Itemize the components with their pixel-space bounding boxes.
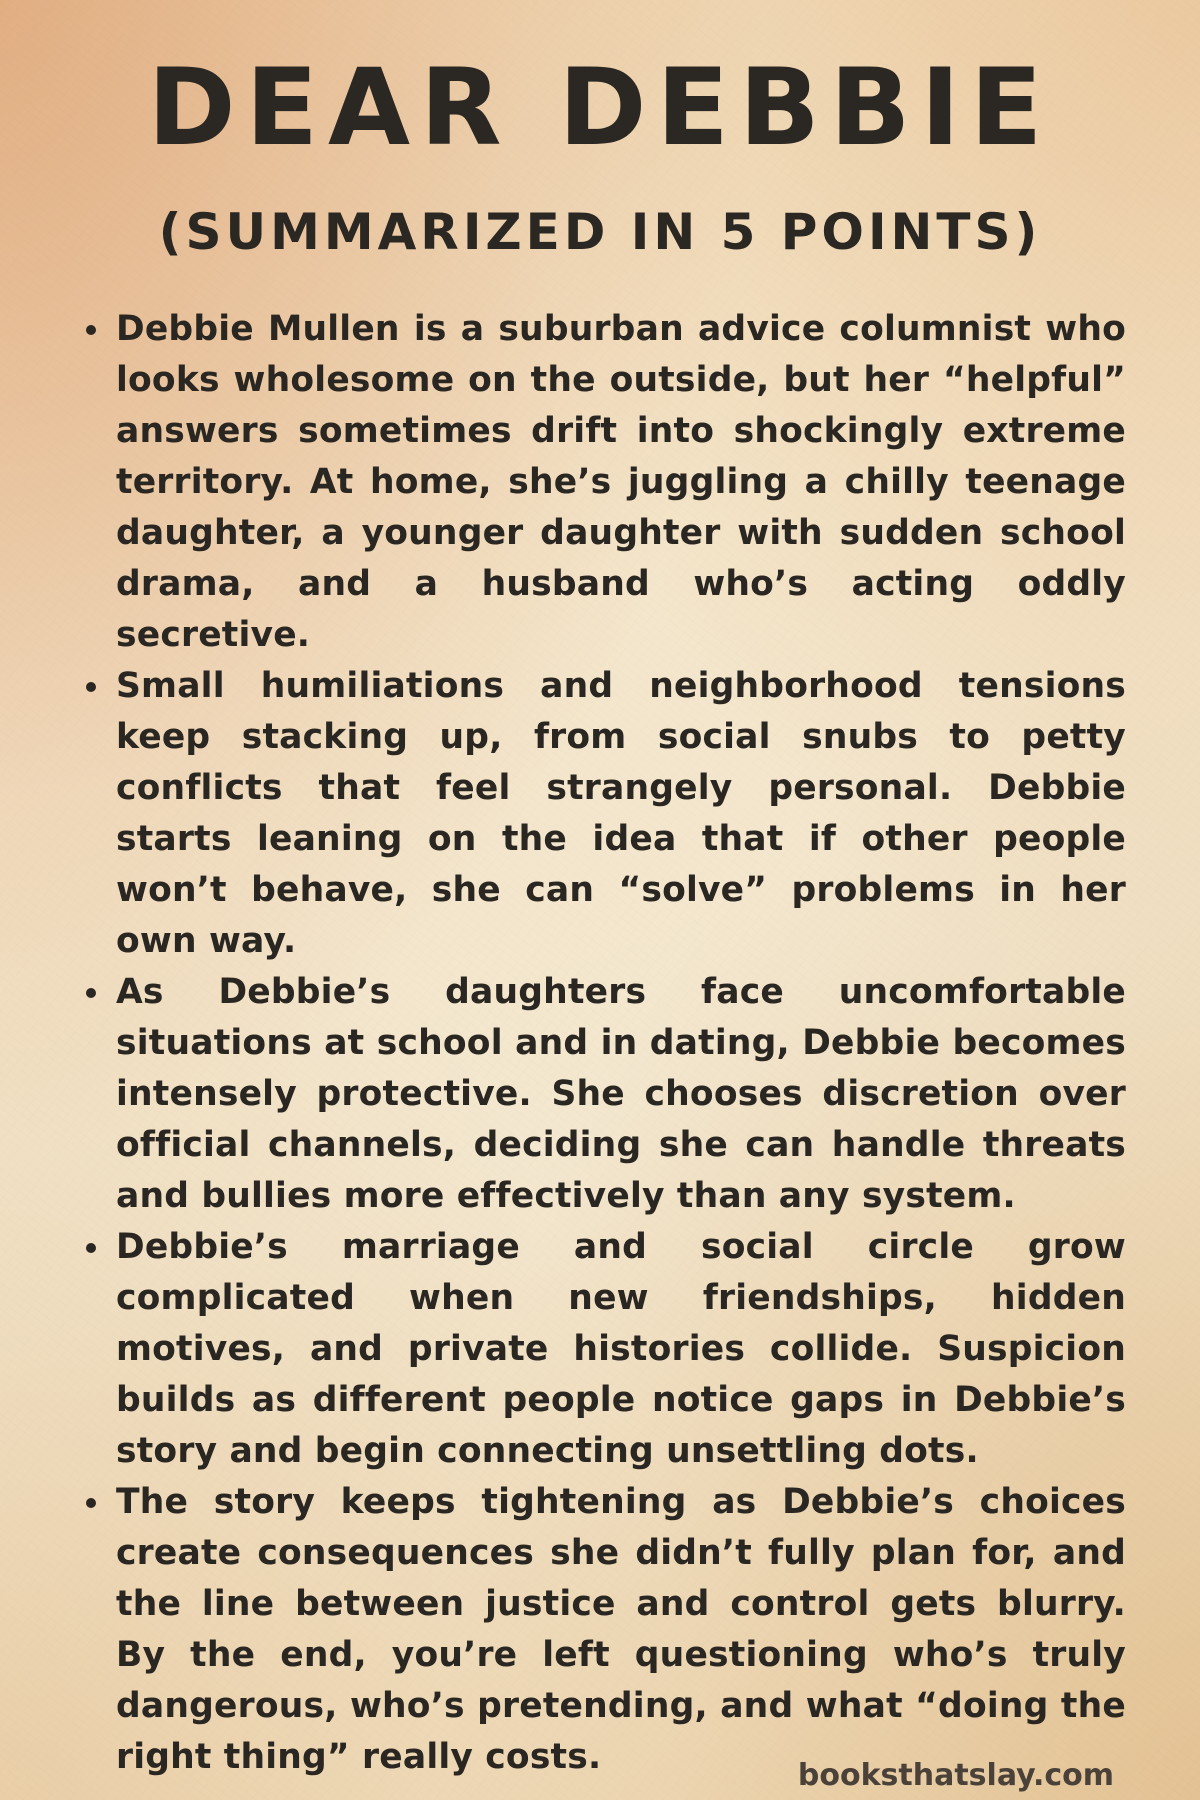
- website-credit: booksthatslay.com: [797, 1758, 1114, 1793]
- page-title: DEAR DEBBIE: [147, 46, 1053, 169]
- bullet-icon: [86, 988, 96, 998]
- summary-point-text: Debbie Mullen is a suburban advice columnist who looks wholesome on the outside, but her “helpful” answers sometimes drift into shockingly extreme territory. At home, she’s juggling a chilly teenage daughter, a younger daughter with sudden school drama, and a husband who’s acting oddly secretive.: [116, 309, 1126, 655]
- summary-point-5: [82, 1477, 1126, 1783]
- summary-point-text: The story keeps tightening as Debbie’s choices create consequences she didn’t fully plan for, and the line between justice and control gets blurry. By the end, you’re left questioning who’s truly dangerous, who’s pretending, and what “doing the right thing” really costs.: [116, 1482, 1126, 1777]
- summary-point-4: [82, 1222, 1126, 1477]
- bullet-icon: [86, 325, 96, 335]
- page-subtitle: (SUMMARIZED IN 5 POINTS): [158, 203, 1042, 261]
- bullet-icon: [86, 1243, 96, 1253]
- bullet-icon: [86, 1498, 96, 1508]
- summary-point-text: As Debbie’s daughters face uncomfortable situations at school and in dating, Debbie becomes intensely protective. She chooses discretion over official channels, deciding she can handle threats and bullies more effectively than any system.: [116, 972, 1126, 1216]
- summary-point-text: Small humiliations and neighborhood tensions keep stacking up, from social snubs to petty conflicts that feel strangely personal. Debbie starts leaning on the idea that if other people won’t behave, she can “solve” problems in her own way.: [116, 666, 1126, 961]
- bullet-icon: [86, 682, 96, 692]
- summary-point-text: Debbie’s marriage and social circle grow complicated when new friendships, hidden motives, and private histories collide. Suspicion builds as different people notice gaps in Debbie’s story and begin connecting unsettling dots.: [116, 1227, 1126, 1471]
- summary-point-3: [82, 967, 1126, 1222]
- summary-point-2: [82, 661, 1126, 967]
- summary-points-list: [82, 304, 1126, 1783]
- summary-point-1: [82, 304, 1126, 661]
